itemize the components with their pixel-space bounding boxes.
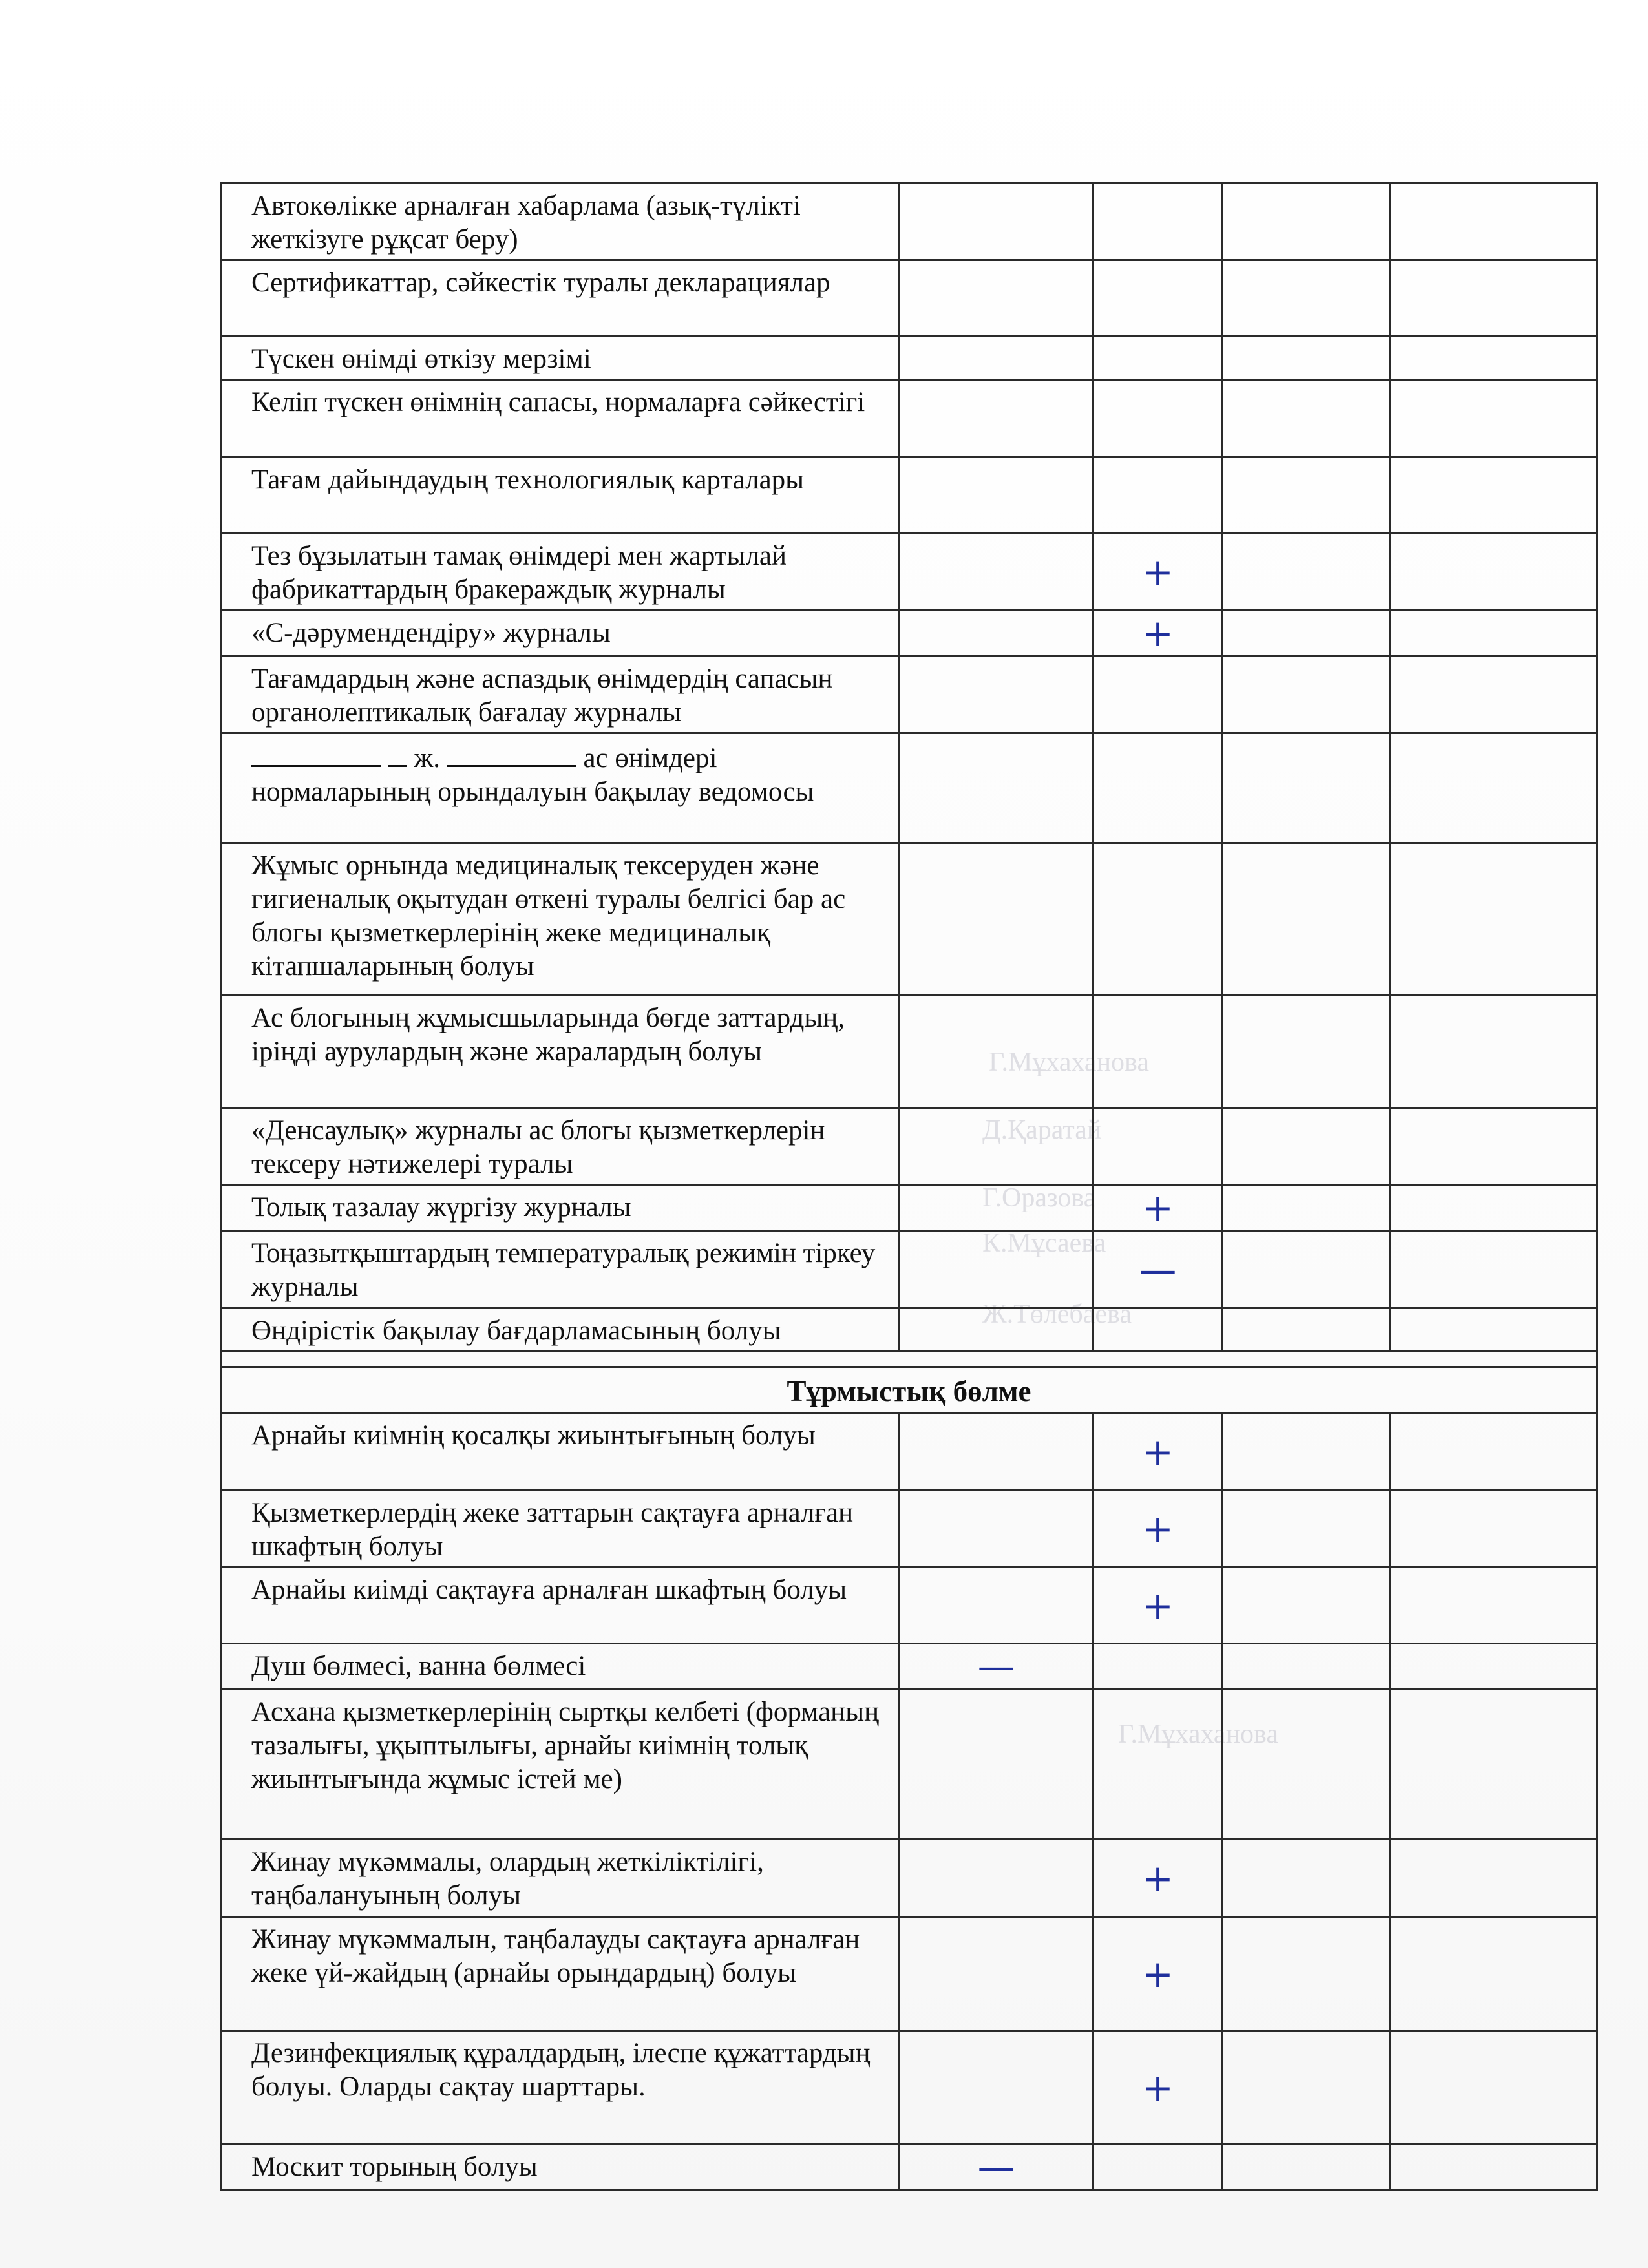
blank-line-short: [388, 739, 407, 767]
table-row: [221, 1231, 1598, 1308]
checklist-item: Жұмыс орнында медициналық тексеруден және гигиеналық оқытудан өткені туралы белгісі бар ас блогы қызметкерлерінің жеке медициналық кітапшаларының болуы: [221, 843, 900, 996]
table-row: [221, 380, 1598, 457]
empty-cell: [900, 996, 1093, 1108]
table-row: [221, 184, 1598, 260]
check-mark: +: [1093, 1491, 1223, 1568]
empty-cell: [1223, 656, 1391, 733]
table-row-spacer: [221, 1352, 1598, 1367]
empty-cell: [1391, 1108, 1598, 1185]
checklist-item: Арнайы киімнің қосалқы жиынтығының болуы: [221, 1413, 900, 1491]
check-mark: [1093, 457, 1223, 534]
check-mark: +: [1093, 1568, 1223, 1644]
table-row: [221, 1917, 1598, 2031]
checklist-item: Асхана қызметкерлерінің сыртқы келбеті (форманың тазалығы, ұқыптылығы, арнайы киімнің толық жиынтығында жұмыс істей ме): [221, 1690, 900, 1840]
checklist-item: Автокөлікке арналған хабарлама (азық-түлікті жеткізуге рұқсат беру): [221, 184, 900, 260]
empty-cell: [900, 843, 1093, 996]
check-mark: [1093, 996, 1223, 1108]
empty-cell: [900, 1185, 1093, 1231]
table-row: [221, 1308, 1598, 1352]
table-row: [221, 260, 1598, 337]
empty-cell: [1391, 1308, 1598, 1352]
section-header-row: [221, 1367, 1598, 1413]
table-row: [221, 457, 1598, 534]
checklist-item: [221, 733, 900, 843]
empty-cell: [1223, 611, 1391, 656]
checklist-item: Қызметкерлердің жеке заттарын сақтауға арналған шкафтың болуы: [221, 1491, 900, 1568]
empty-cell: [900, 1917, 1093, 2031]
empty-cell: [1391, 996, 1598, 1108]
scanned-page: Г.Мұхаханова Д.Қаратай Г.Оразова К.Мұсаева Ж.Төлебаева Г.Мұхаханова Автокөлікке арналған хабарлама (азық-түлікті жеткізуге рұқсат беру) Сертификаттар, сәйкестік туралы декларациялар Түскен өнімді өткізу мерзімі Келіп түскен өнімнің сапасы, нормаларға сәйкестігі Тағам дайындаудың технологиялық карталары Тез бұзылатын тамақ өнімдері мен жартылай фабрикаттардың бракераждық журналы + «С-дәрумендендіру» журналы + Тағамдардың және аспаздық өнімдердің сапасын органолептикалық бағалау журналы ж. ас өнімдері нормаларының орындалуын бақылау ведомосы Жұмыс орнында медициналық тексеруден және гигиеналық оқытудан өткені туралы белгісі бар ас блогы қызметкерлерінің жеке медициналық кітапшаларының болуы Ас блогының жұмысшыларында бөгде заттардың, іріңді аурулардың және жаралардың болуы «Денсаулық» журналы ас блогы қызметкерлерін тексеру нәтижелері туралы Толық тазалау жүргізу журналы + Тоңазытқыштардың температуралық режимін тіркеу журналы — Өндірістік бақылау бағдарламасының болуы Тұрмыстық бөлме Арнайы киімнің қосалқы жиынтығының болуы + Қызметкерлердің жеке заттарын сақтауға арналған шкафтың болуы + Арнайы киімді сақтауға арналған шкафтың болуы + Душ бөлмесі, ванна бөлмесі — Асхана қызметкерлерінің сыртқы келбеті (форманың тазалығы, ұқыптылығы, арнайы киімнің толық жиынтығында жұмыс істей ме) Жинау мүкәммалы, олардың жеткіліктілігі, таңбалануының болуы + Жинау мүкәммалын, таңбалауды сақтауға арналған жеке үй-жайдың (арнайы орындардың) болуы + Дезинфекциялық құралдардың, ілеспе құжаттардың болуы. Оларды сақтау шарттары. + Москит торының болуы —: [0, 0, 1648, 2268]
empty-cell: [1223, 1413, 1391, 1491]
table-row: [221, 1413, 1598, 1491]
table-row: [221, 1108, 1598, 1185]
empty-cell: [900, 1568, 1093, 1644]
table-row: [221, 1185, 1598, 1231]
empty-cell: [900, 380, 1093, 457]
empty-cell: [1223, 337, 1391, 380]
table-row: [221, 2145, 1598, 2190]
check-mark: [1093, 733, 1223, 843]
empty-cell: [1223, 1185, 1391, 1231]
empty-cell: [1391, 184, 1598, 260]
check-mark: —: [900, 1644, 1093, 1690]
empty-cell: [1093, 2145, 1223, 2190]
checklist-item-text: ас өнімдері нормаларының орындалуын бақылау ведомосы: [251, 743, 814, 807]
check-mark: +: [1093, 2031, 1223, 2145]
empty-cell: [900, 1690, 1093, 1840]
empty-cell: [1223, 184, 1391, 260]
spacer-cell: [221, 1352, 1598, 1367]
table-row: [221, 996, 1598, 1108]
empty-cell: [1223, 1108, 1391, 1185]
checklist-item: Келіп түскен өнімнің сапасы, нормаларға сәйкестігі: [221, 380, 900, 457]
checklist-item: Дезинфекциялық құралдардың, ілеспе құжаттардың болуы. Оларды сақтау шарттары.: [221, 2031, 900, 2145]
check-mark: [1093, 260, 1223, 337]
empty-cell: [1391, 2145, 1598, 2190]
empty-cell: [1223, 457, 1391, 534]
year-abbr: ж.: [414, 743, 440, 773]
empty-cell: [900, 260, 1093, 337]
blank-line: [447, 739, 576, 767]
checklist-item: Түскен өнімді өткізу мерзімі: [221, 337, 900, 380]
empty-cell: [1223, 2145, 1391, 2190]
empty-cell: [1391, 457, 1598, 534]
empty-cell: [1223, 534, 1391, 611]
empty-cell: [1391, 1413, 1598, 1491]
checklist-item: Душ бөлмесі, ванна бөлмесі: [221, 1644, 900, 1690]
empty-cell: [1391, 1644, 1598, 1690]
checklist-item: Тоңазытқыштардың температуралық режимін тіркеу журналы: [221, 1231, 900, 1308]
check-mark: +: [1093, 611, 1223, 656]
empty-cell: [1391, 1185, 1598, 1231]
empty-cell: [1223, 1308, 1391, 1352]
empty-cell: [1391, 337, 1598, 380]
table-row: [221, 843, 1598, 996]
empty-cell: [1391, 1690, 1598, 1840]
empty-cell: [900, 457, 1093, 534]
checklist-item: Жинау мүкәммалы, олардың жеткіліктілігі, таңбалануының болуы: [221, 1840, 900, 1917]
empty-cell: [900, 1840, 1093, 1917]
check-mark: [1093, 184, 1223, 260]
inspection-checklist-table: [220, 182, 1598, 2191]
table-row: [221, 1840, 1598, 1917]
empty-cell: [900, 1231, 1093, 1308]
check-mark: —: [1093, 1231, 1223, 1308]
empty-cell: [1223, 996, 1391, 1108]
check-mark: +: [1093, 1413, 1223, 1491]
empty-cell: [1391, 733, 1598, 843]
table-row: [221, 733, 1598, 843]
empty-cell: [1391, 656, 1598, 733]
checklist-item: Ас блогының жұмысшыларында бөгде заттардың, іріңді аурулардың және жаралардың болуы: [221, 996, 900, 1108]
empty-cell: [1391, 2031, 1598, 2145]
checklist-item: Сертификаттар, сәйкестік туралы декларациялар: [221, 260, 900, 337]
empty-cell: [900, 656, 1093, 733]
check-mark: [1093, 1108, 1223, 1185]
empty-cell: [900, 1413, 1093, 1491]
empty-cell: [900, 337, 1093, 380]
table-row: [221, 1644, 1598, 1690]
empty-cell: [900, 1108, 1093, 1185]
empty-cell: [1391, 1840, 1598, 1917]
empty-cell: [1223, 1644, 1391, 1690]
table-row: [221, 337, 1598, 380]
check-mark: [1093, 380, 1223, 457]
checklist-item: Тағам дайындаудың технологиялық карталары: [221, 457, 900, 534]
blank-line: [251, 739, 381, 767]
empty-cell: [900, 184, 1093, 260]
check-mark: [1093, 337, 1223, 380]
checklist-item: «Денсаулық» журналы ас блогы қызметкерлерін тексеру нәтижелері туралы: [221, 1108, 900, 1185]
empty-cell: [900, 2031, 1093, 2145]
checklist-item: «С-дәрумендендіру» журналы: [221, 611, 900, 656]
table-row: [221, 1568, 1598, 1644]
table-row: [221, 534, 1598, 611]
checklist-item: Өндірістік бақылау бағдарламасының болуы: [221, 1308, 900, 1352]
check-mark: +: [1093, 534, 1223, 611]
table-row: [221, 656, 1598, 733]
empty-cell: [900, 534, 1093, 611]
check-mark: —: [900, 2145, 1093, 2190]
empty-cell: [1391, 1568, 1598, 1644]
empty-cell: [1391, 1231, 1598, 1308]
check-mark: +: [1093, 1185, 1223, 1231]
empty-cell: [900, 733, 1093, 843]
empty-cell: [1223, 1491, 1391, 1568]
checklist-item: Тез бұзылатын тамақ өнімдері мен жартылай фабрикаттардың бракераждық журналы: [221, 534, 900, 611]
check-mark: +: [1093, 1917, 1223, 2031]
empty-cell: [1223, 380, 1391, 457]
check-mark: [1093, 1308, 1223, 1352]
empty-cell: [1391, 843, 1598, 996]
empty-cell: [900, 611, 1093, 656]
empty-cell: [1093, 1644, 1223, 1690]
table-row: [221, 1690, 1598, 1840]
empty-cell: [1223, 843, 1391, 996]
checklist-item: Москит торының болуы: [221, 2145, 900, 2190]
empty-cell: [900, 1308, 1093, 1352]
checklist-item: Тағамдардың және аспаздық өнімдердің сапасын органолептикалық бағалау журналы: [221, 656, 900, 733]
empty-cell: [1223, 1690, 1391, 1840]
empty-cell: [1391, 380, 1598, 457]
section-title: Тұрмыстық бөлме: [221, 1367, 1598, 1413]
empty-cell: [1391, 534, 1598, 611]
empty-cell: [1223, 733, 1391, 843]
check-mark: [1093, 1690, 1223, 1840]
empty-cell: [1223, 260, 1391, 337]
empty-cell: [1223, 1917, 1391, 2031]
empty-cell: [1391, 1491, 1598, 1568]
empty-cell: [1223, 2031, 1391, 2145]
table-row: [221, 611, 1598, 656]
empty-cell: [900, 1491, 1093, 1568]
check-mark: +: [1093, 1840, 1223, 1917]
checklist-item: Толық тазалау жүргізу журналы: [221, 1185, 900, 1231]
table-row: [221, 1491, 1598, 1568]
table-row: [221, 2031, 1598, 2145]
empty-cell: [1391, 260, 1598, 337]
checklist-item: Арнайы киімді сақтауға арналған шкафтың болуы: [221, 1568, 900, 1644]
checklist-item: Жинау мүкәммалын, таңбалауды сақтауға арналған жеке үй-жайдың (арнайы орындардың) болуы: [221, 1917, 900, 2031]
empty-cell: [1391, 611, 1598, 656]
empty-cell: [1223, 1231, 1391, 1308]
empty-cell: [1223, 1568, 1391, 1644]
check-mark: [1093, 656, 1223, 733]
check-mark: [1093, 843, 1223, 996]
empty-cell: [1223, 1840, 1391, 1917]
empty-cell: [1391, 1917, 1598, 2031]
